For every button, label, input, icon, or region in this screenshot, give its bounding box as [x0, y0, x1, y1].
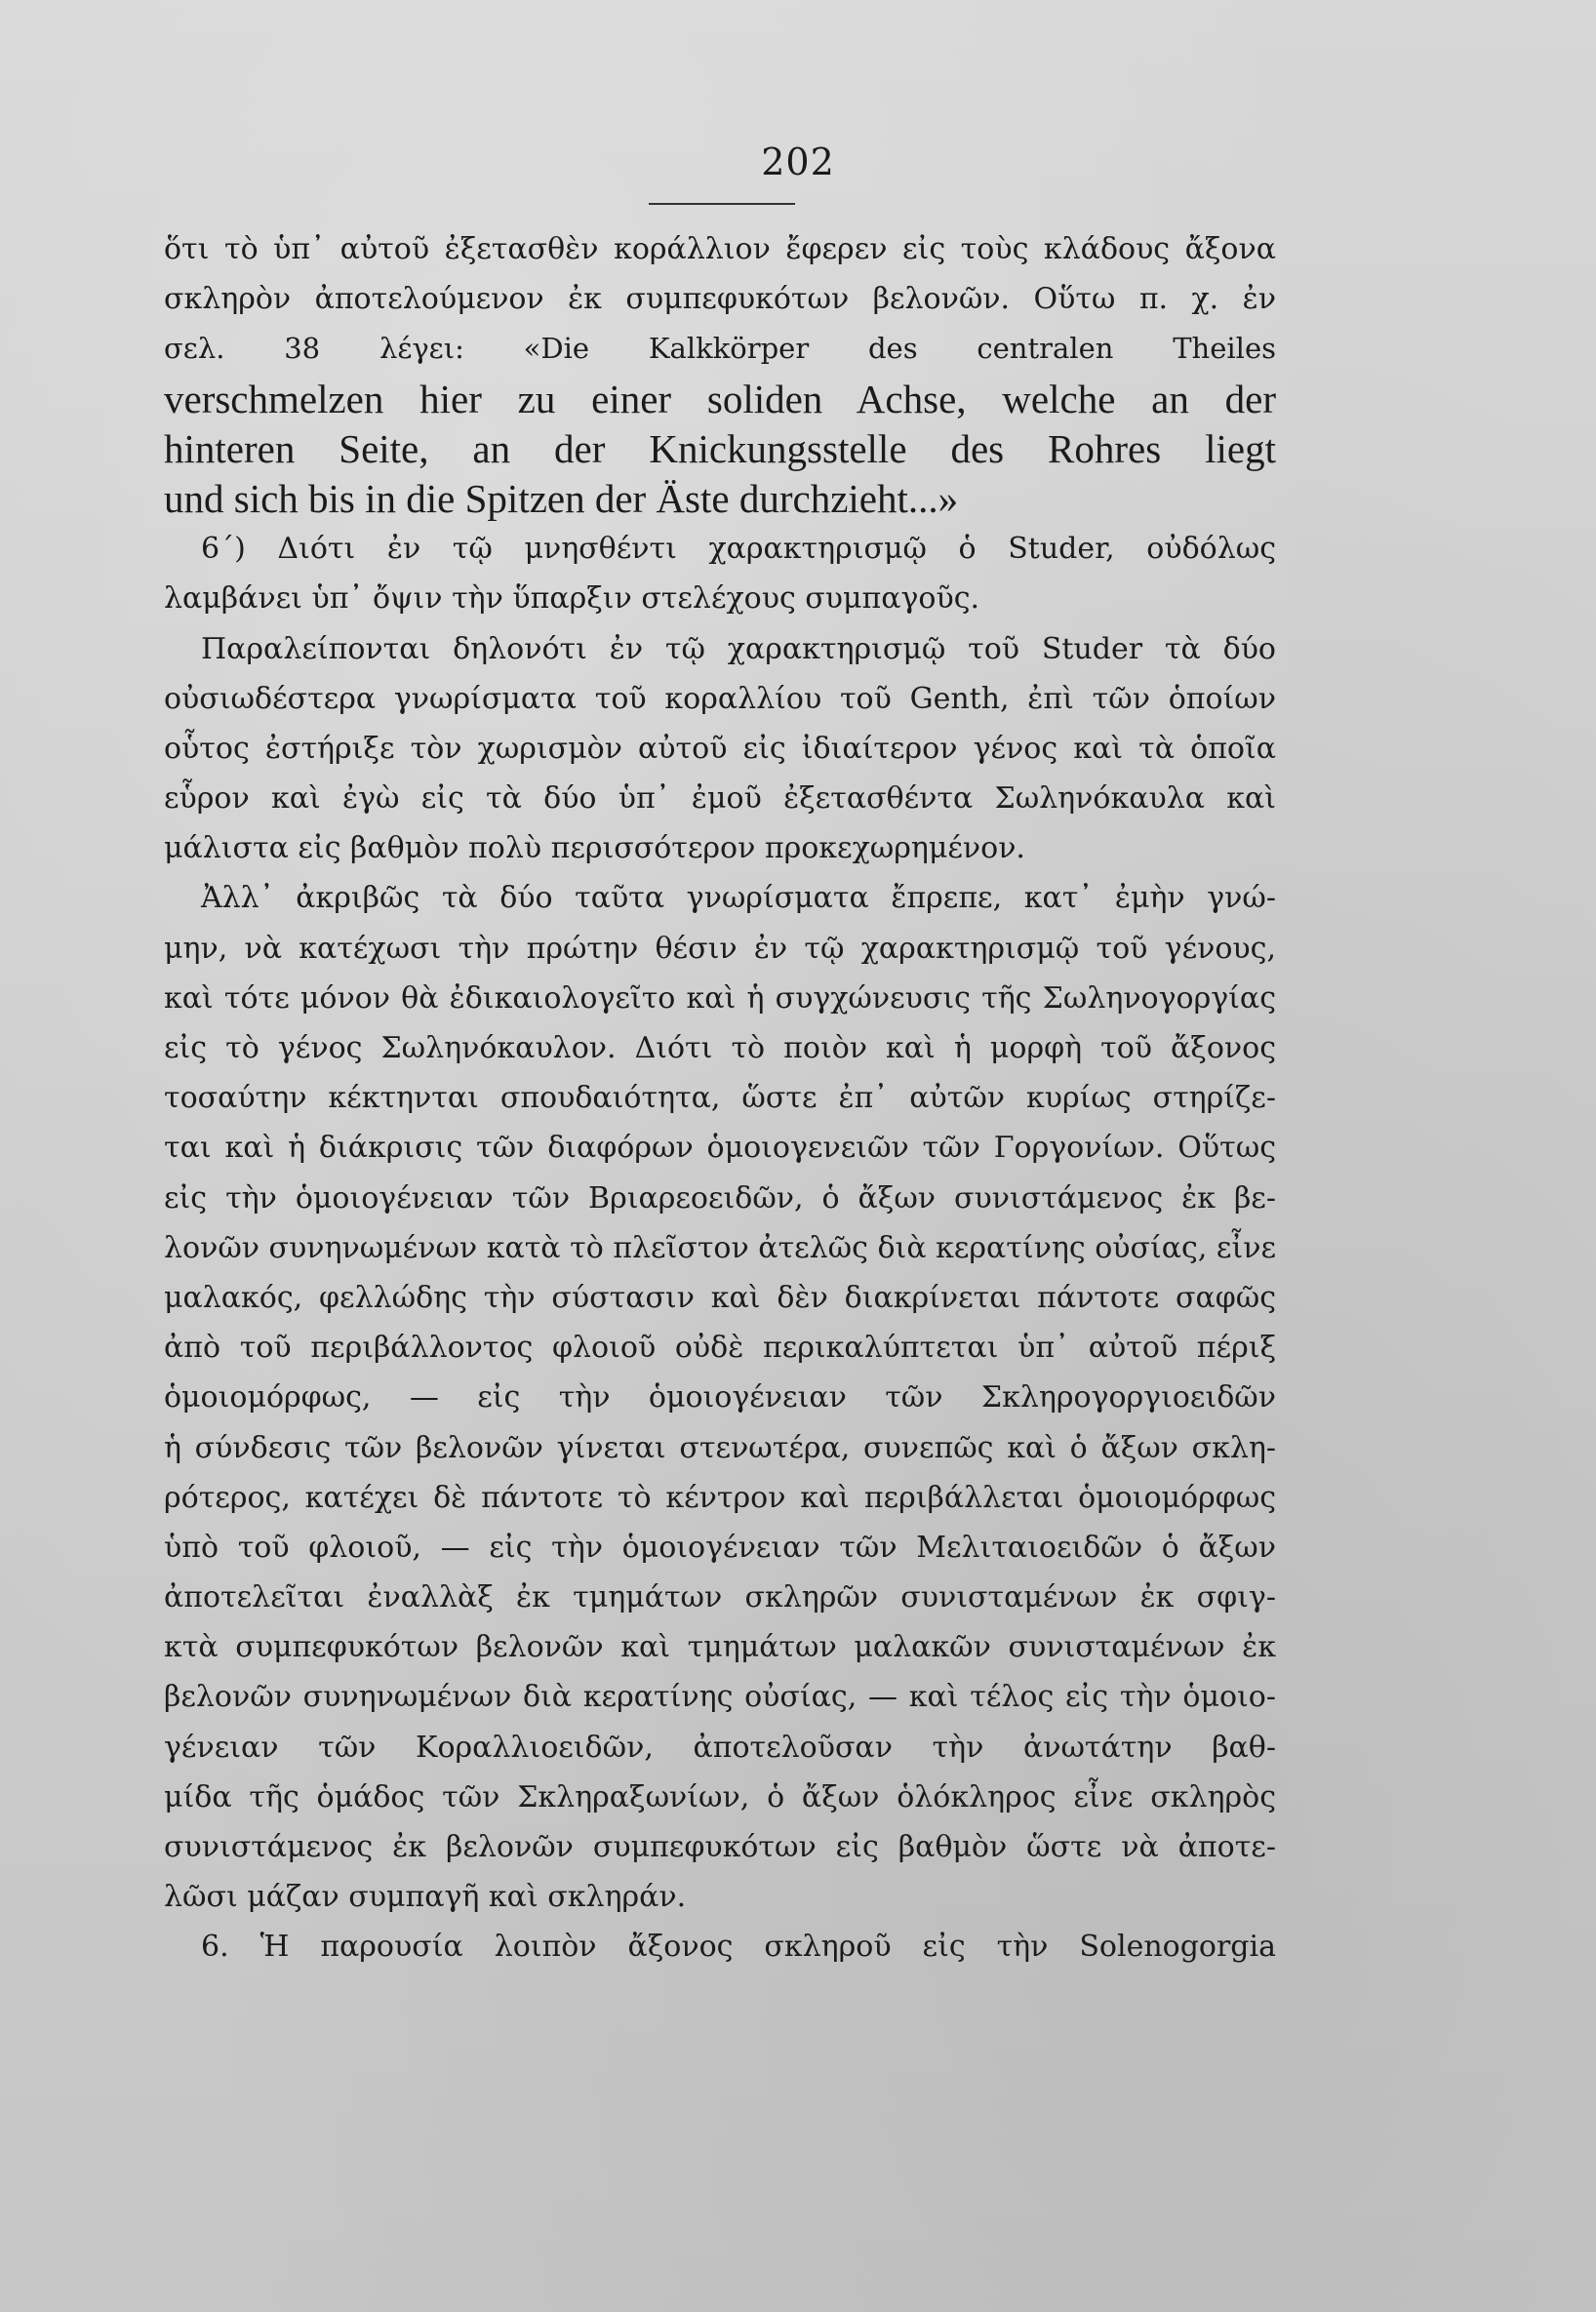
text-line: ἀποτελεῖται ἐναλλὰξ ἐκ τμημάτων σκληρῶν συνισταμένων ἐκ σφιγ- [164, 1580, 1276, 1615]
body-text [164, 224, 1276, 1973]
text-line: verschmelzen hier zu einer soliden Achse, welche an der [164, 376, 1276, 421]
text-line: ὅτι τὸ ὑπ᾽ αὐτοῦ ἐξετασθὲν κοράλλιον ἔφερεν εἰς τοὺς κλάδους ἄξονα [164, 232, 1276, 266]
text-line: συνιστάμενος ἐκ βελονῶν συμπεφυκότων εἰς βαθμὸν ὥστε νὰ ἀποτε- [164, 1830, 1276, 1864]
text-line: μαλακός, φελλώδης τὴν σύστασιν καὶ δὲν διακρίνεται πάντοτε σαφῶς [164, 1280, 1276, 1315]
text-line: εὗρον καὶ ἐγὼ εἰς τὰ δύο ὑπ᾽ ἐμοῦ ἐξετασθέντα Σωληνόκαυλα καὶ [164, 781, 1276, 817]
text-line: 6´) Διότι ἐν τῷ μνησθέντι χαρακτηρισμῷ ὁ Studer, οὐδόλως [201, 532, 1276, 567]
text-line: 6. Ἡ παρουσία λοιπὸν ἄξονος σκληροῦ εἰς τὴν Solenogorgia [201, 1930, 1276, 1965]
text-line: λονῶν συνηνωμένων κατὰ τὸ πλεῖστον ἀτελῶς διὰ κερατίνης οὐσίας, εἶνε [164, 1230, 1276, 1265]
text-line: ται καὶ ἡ διάκρισις τῶν διαφόρων ὁμοιογενειῶν τῶν Γοργονίων. Οὕτως [164, 1131, 1276, 1166]
text-line: εἰς τὴν ὁμοιογένειαν τῶν Βριαρεοειδῶν, ὁ ἄξων συνιστάμενος ἐκ βε- [164, 1180, 1276, 1216]
text-line: Ἀλλ᾽ ἀκριβῶς τὰ δύο ταῦτα γνωρίσματα ἔπρεπε, κατ᾽ ἐμὴν γνώ- [201, 881, 1276, 916]
text-line: μάλιστα εἰς βαθμὸν πολὺ περισσότερον προκεχωρημένον. [164, 831, 1025, 866]
page-number: 202 [761, 140, 835, 183]
text-line: λῶσι μάζαν συμπαγῆ καὶ σκληράν. [164, 1880, 687, 1915]
text-line: σκληρὸν ἀποτελούμενον ἐκ συμπεφυκότων βελονῶν. Οὕτω π. χ. ἐν [164, 282, 1276, 317]
text-line: μίδα τῆς ὁμάδος τῶν Σκληραξωνίων, ὁ ἄξων ὁλόκληρος εἶνε σκληρὸς [164, 1779, 1276, 1814]
text-line: ἀπὸ τοῦ περιβάλλοντος φλοιοῦ οὐδὲ περικαλύπτεται ὑπ᾽ αὐτοῦ πέριξ [164, 1331, 1276, 1366]
text-line: οὗτος ἐστήριξε τὸν χωρισμὸν αὐτοῦ εἰς ἰδιαίτερον γένος καὶ τὰ ὁποῖα [164, 731, 1276, 766]
text-line: κτὰ συμπεφυκότων βελονῶν καὶ τμημάτων μαλακῶν συνισταμένων ἐκ [164, 1630, 1276, 1665]
text-line: καὶ τότε μόνον θὰ ἐδικαιολογεῖτο καὶ ἡ συγχώνευσις τῆς Σωληνογοργίας [164, 980, 1276, 1016]
text-line: ἡ σύνδεσις τῶν βελονῶν γίνεται στενωτέρα, συνεπῶς καὶ ὁ ἄξων σκλη- [164, 1430, 1276, 1465]
text-line: ὁμοιομόρφως, — εἰς τὴν ὁμοιογένειαν τῶν Σκληρογοργιοειδῶν [164, 1380, 1276, 1415]
text-line: μην, νὰ κατέχωσι τὴν πρώτην θέσιν ἐν τῷ χαρακτηρισμῷ τοῦ γένους, [164, 931, 1276, 966]
text-line: und sich bis in die Spitzen der Äste durchzieht...» [164, 475, 959, 521]
text-line: ρότερος, κατέχει δὲ πάντοτε τὸ κέντρον καὶ περιβάλλεται ὁμοιομόρφως [164, 1480, 1276, 1515]
text-line: λαμβάνει ὑπ᾽ ὄψιν τὴν ὕπαρξιν στελέχους συμπαγοῦς. [164, 581, 980, 617]
text-line: τοσαύτην κέκτηνται σπουδαιότητα, ὥστε ἐπ᾽ αὐτῶν κυρίως στηρίζε- [164, 1081, 1276, 1116]
text-line: ὑπὸ τοῦ φλοιοῦ, — εἰς τὴν ὁμοιογένειαν τῶν Μελιταιοειδῶν ὁ ἄξων [164, 1530, 1276, 1565]
text-line: hinteren Seite, an der Knickungsstelle des Rohres liegt [164, 425, 1276, 471]
text-line: βελονῶν συνηνωμένων διὰ κερατίνης οὐσίας, — καὶ τέλος εἰς τὴν ὁμοιο- [164, 1680, 1276, 1715]
page-number-rule [649, 203, 795, 205]
text-line: εἰς τὸ γένος Σωληνόκαυλον. Διότι τὸ ποιὸν καὶ ἡ μορφὴ τοῦ ἄξονος [164, 1031, 1276, 1065]
text-line: γένειαν τῶν Κοραλλιοειδῶν, ἀποτελοῦσαν τὴν ἀνωτάτην βαθ- [164, 1730, 1276, 1765]
text-line: οὐσιωδέστερα γνωρίσματα τοῦ κοραλλίου τοῦ Genth, ἐπὶ τῶν ὁποίων [164, 681, 1276, 716]
text-line: σελ. 38 λέγει: «Die Kalkkörper des centralen Theiles [164, 332, 1276, 366]
text-line: Παραλείπονται δηλονότι ἐν τῷ χαρακτηρισμῷ τοῦ Studer τὰ δύο [201, 631, 1276, 666]
